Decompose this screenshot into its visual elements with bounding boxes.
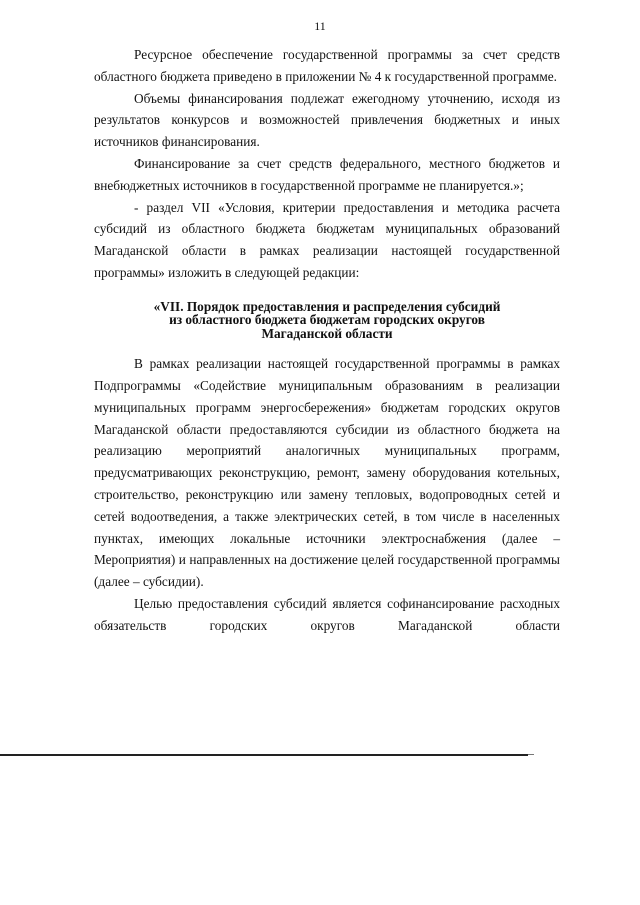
paragraph-subsidies-provision: В рамках реализации настоящей государственной программы в рамках Подпрограммы «Содействие муниципальным образованиям в реализации муниципальных программ энергосбережения» бюджетам городских округов Магаданской области предоставляются субсидии из областного бюджета на реализацию мероприятий аналогичных муниципальных программ, предусматривающих реконструкцию, ремонт, замену оборудования котельных, строительство, реконструкцию или замену тепловых, водопроводных сетей и сетей водоотведения, а также электрических сетей, в том числе в населенных пунктах, имеющих локальные источники электроснабжения (далее – Мероприятия) и направленных на достижение целей государственной программы (далее – субсидии). bbox=[94, 356, 560, 590]
paragraph-section-vii-amendment: - раздел VII «Условия, критерии предоставления и методика расчета субсидий из областного бюджета бюджетам муниципальных образований Магаданской области в рамках реализации настоящей государственной программы» изложить в следующей редакции: bbox=[94, 199, 560, 280]
page-number: 11 bbox=[314, 19, 326, 33]
section-heading-line-1: «VII. Порядок предоставления и распределения субсидий bbox=[153, 298, 501, 314]
document-body bbox=[94, 44, 560, 637]
section-heading bbox=[94, 300, 560, 341]
paragraph-funding-sources: Финансирование за счет средств федерального, местного бюджетов и внебюджетных источников в государственной программе не планируется.»; bbox=[94, 155, 560, 193]
paragraph-subsidies-purpose: Целью предоставления субсидий является софинансирование расходных обязательств городских округов Магаданской области bbox=[94, 596, 560, 633]
footer-divider-tail bbox=[528, 754, 534, 755]
paragraph-funding-volumes: Объемы финансирования подлежат ежегодному уточнению, исходя из результатов конкурсов и возможностей привлечения бюджетных и иных источников финансирования. bbox=[94, 90, 560, 150]
footer-divider bbox=[0, 754, 528, 756]
section-heading-line-3: Магаданской области bbox=[261, 325, 393, 341]
paragraph-resource-provision: Ресурсное обеспечение государственной программы за счет средств областного бюджета приведено в приложении № 4 к государственной программе. bbox=[94, 47, 560, 84]
section-heading-line-2: из областного бюджета бюджетам городских округов bbox=[169, 312, 485, 328]
